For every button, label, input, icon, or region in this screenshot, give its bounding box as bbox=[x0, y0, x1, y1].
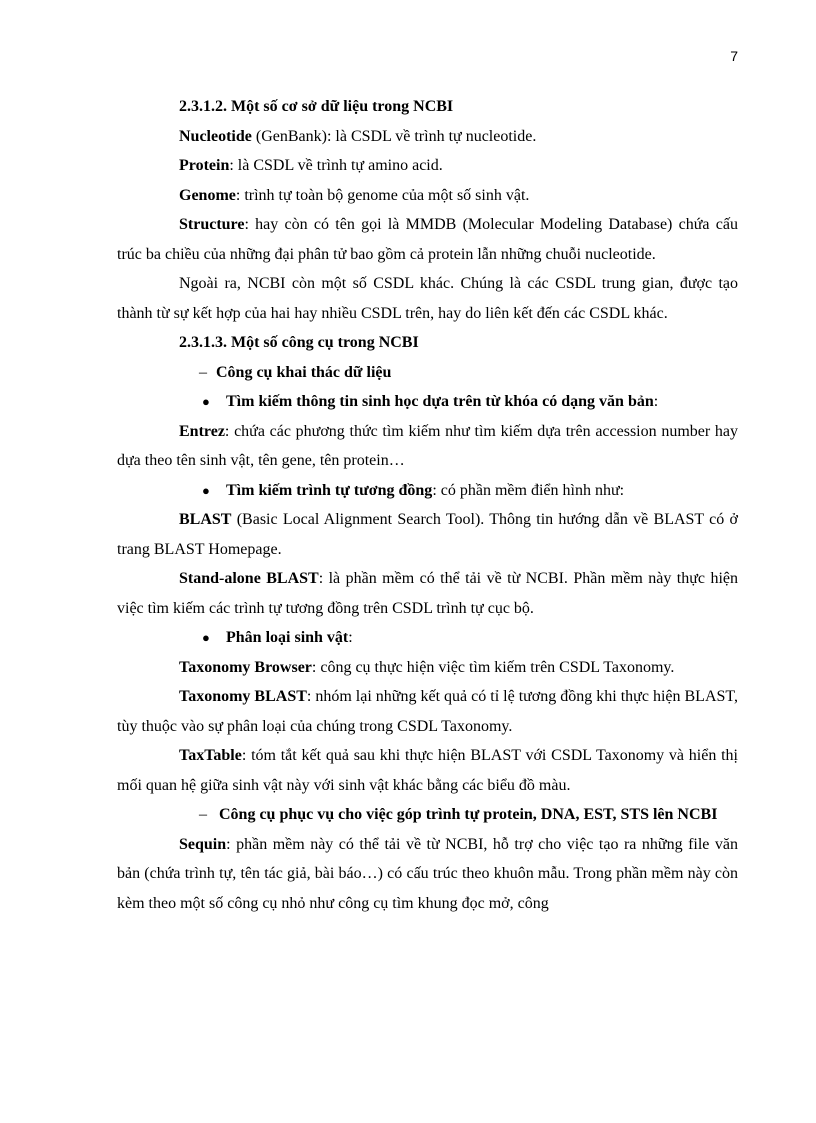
paragraph-structure: Structure: hay còn có tên gọi là MMDB (Molecular Modeling Database) chứa cấu trúc ba chiều của những đại phân tử bao gồm cả protein lẫn những chuỗi nucleotide. bbox=[117, 216, 738, 263]
bullet-icon: ● bbox=[202, 482, 210, 498]
page-number: 7 bbox=[730, 48, 738, 64]
paragraph-taxonomy-blast: Taxonomy BLAST: nhóm lại những kết quả có tỉ lệ tương đồng khi thực hiện BLAST, tùy thuộc vào sự phân loại của chúng trong CSDL Taxonomy. bbox=[117, 688, 738, 735]
document-body bbox=[117, 92, 738, 918]
list-item-dash: – Công cụ khai thác dữ liệu bbox=[199, 363, 392, 381]
list-item-bullet: ● Phân loại sinh vật: bbox=[117, 623, 738, 653]
paragraph-taxtable: TaxTable: tóm tắt kết quả sau khi thực hiện BLAST với CSDL Taxonomy và hiển thị mối quan hệ giữa sinh vật này với sinh vật khác bằng các biểu đồ màu. bbox=[117, 747, 738, 794]
paragraph-other-db: Ngoài ra, NCBI còn một số CSDL khác. Chúng là các CSDL trung gian, được tạo thành từ sự kết hợp của hai hay nhiều CSDL trên, hay do liên kết đến các CSDL khác. bbox=[117, 275, 738, 322]
paragraph-genome: Genome: trình tự toàn bộ genome của một số sinh vật. bbox=[179, 186, 530, 204]
section-heading: 2.3.1.3. Một số công cụ trong NCBI bbox=[179, 334, 419, 351]
paragraph-blast: BLAST (Basic Local Alignment Search Tool). Thông tin hướng dẫn về BLAST có ở trang BLAST Homepage. bbox=[117, 511, 738, 558]
bullet-icon: ● bbox=[202, 394, 210, 409]
list-item-bullet: ● Tìm kiếm thông tin sinh học dựa trên từ khóa có dạng văn bản: bbox=[117, 387, 738, 417]
list-item-dash: – Công cụ phục vụ cho việc góp trình tự protein, DNA, EST, STS lên NCBI bbox=[199, 806, 718, 823]
paragraph-protein: Protein: là CSDL về trình tự amino acid. bbox=[179, 157, 443, 174]
paragraph-nucleotide: Nucleotide (GenBank): là CSDL về trình tự nucleotide. bbox=[179, 127, 537, 145]
bullet-icon: ● bbox=[202, 630, 210, 645]
paragraph-sequin: Sequin: phần mềm này có thể tải về từ NCBI, hỗ trợ cho việc tạo ra những file văn bản (chứa trình tự, tên tác giả, bài báo…) có cấu trúc theo khuôn mẫu. Trong phần mềm này còn kèm theo một số công cụ nhỏ như công cụ tìm khung đọc mở, công bbox=[117, 835, 738, 912]
paragraph-entrez: Entrez: chứa các phương thức tìm kiếm như tìm kiếm dựa trên accession number hay dựa theo tên sinh vật, tên gene, tên protein… bbox=[117, 422, 738, 469]
paragraph-taxonomy-browser: Taxonomy Browser: công cụ thực hiện việc tìm kiếm trên CSDL Taxonomy. bbox=[179, 658, 675, 676]
paragraph-standalone-blast: Stand-alone BLAST: là phần mềm có thể tải về từ NCBI. Phần mềm này thực hiện việc tìm kiếm các trình tự tương đồng trên CSDL trình tự cục bộ. bbox=[117, 570, 739, 617]
list-item-bullet: ● Tìm kiếm trình tự tương đồng: có phần mềm điển hình như: bbox=[117, 476, 738, 506]
section-heading: 2.3.1.2. Một số cơ sở dữ liệu trong NCBI bbox=[179, 98, 454, 115]
